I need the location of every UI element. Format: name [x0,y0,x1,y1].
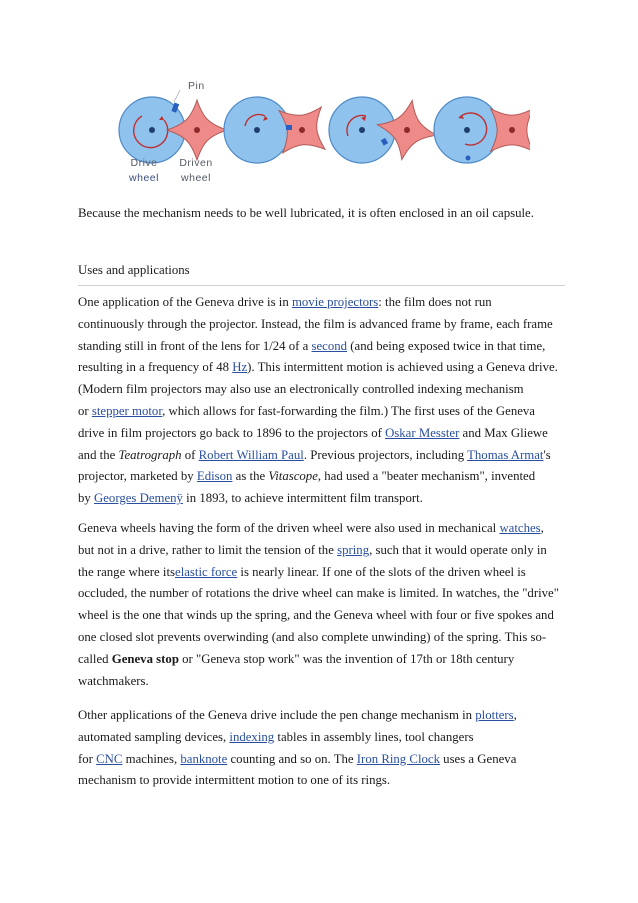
link-hz[interactable]: Hz [232,360,248,375]
text-line [78,749,568,771]
text: machines, [122,751,181,766]
text: One application of the Geneva drive is in [78,295,292,309]
text-line [78,705,568,727]
geneva-drive-figure [110,62,530,192]
text: , had used a "beater mechanism", invented [317,469,536,484]
link-cnc[interactable]: CNC [96,751,123,766]
drive-wheel-4 [434,97,500,163]
pin-2 [286,125,292,130]
link-robert-william-paul[interactable]: Robert William Paul [198,447,304,462]
drive-wheel-2 [224,97,290,163]
driven-label-line1: Driven [179,157,213,169]
text-line [78,488,568,510]
text-line [78,292,568,314]
drive-wheel-label [124,156,164,186]
text: projector, marketed by [78,469,197,484]
text: , such that it would operate only in [369,542,547,557]
text: or [78,403,92,418]
text: as the [232,469,269,484]
italic-vitascope: Vitascope [268,469,318,484]
text: tables in assembly lines, tool changers [274,729,474,744]
bold-geneva-stop: Geneva stop [111,651,179,666]
text: the range where its [78,564,176,579]
text: standing still in front of the lens for 1/24 of a [78,338,312,353]
link-spring[interactable]: spring [337,542,370,557]
drive-label-line2: wheel [129,172,159,184]
text-line: watchmakers. [78,673,149,688]
text: of [181,447,199,462]
link-iron-ring-clock[interactable]: Iron Ring Clock [356,751,440,766]
link-watches[interactable]: watches [499,521,541,535]
text-line [78,357,568,379]
pin-4 [466,156,471,161]
driven-wheel-label [174,156,218,186]
text: . Previous projectors, including [303,447,468,462]
text: 's [543,447,551,462]
text: drive in film projectors go back to 1896 to the projectors of [78,425,386,440]
text: , which allows for fast-forwarding the film.) The first uses of the Geneva [162,403,535,418]
text: Geneva wheels having the form of the driven wheel were also used in mechanical [78,521,500,535]
text: in 1893, to achieve intermittent film transport. [182,491,423,506]
driven-label-line2: wheel [181,172,211,184]
geneva-drive-illustration [110,62,530,192]
text: counting and so on. The [227,751,357,766]
link-movie-projectors[interactable]: movie projectors [291,295,379,309]
text-line [78,540,568,562]
text: by [78,491,94,506]
text-line [78,727,568,749]
text: is nearly linear. If one of the slots of the driven wheel is [237,564,526,579]
text: uses a Geneva [439,751,517,766]
paragraph-watches [78,518,568,692]
link-plotters[interactable]: plotters [475,708,514,722]
text: and the [78,447,119,462]
figure-caption: Because the mechanism needs to be well lubricated, it is often enclosed in an oil capsule. [78,206,534,220]
italic-teatrograph: Teatrograph [118,447,182,462]
link-edison[interactable]: Edison [196,469,233,484]
text-line [78,649,568,671]
text: ). This intermittent motion is achieved using a Geneva drive. [247,360,558,375]
text: resulting in a frequency of 48 [78,360,233,375]
text: , [513,708,517,722]
section-heading: Uses and applications [78,263,190,277]
paragraph-other-applications [78,705,568,792]
drive-label-line1: Drive [130,157,158,169]
text: automated sampling devices, [78,729,230,744]
text-line: wheel is the one that winds up the spring, and the Geneva wheel with four or five spokes and [78,608,554,623]
text-line: (Modern film projectors may also use an electronically controlled indexing mechanism [78,382,524,397]
text-line [78,423,568,445]
link-stepper-motor[interactable]: stepper motor [91,403,163,418]
text: , [540,521,544,535]
text: (and being exposed twice in that time, [347,338,546,353]
paragraph-projectors [78,292,568,510]
link-indexing[interactable]: indexing [229,729,275,744]
text: Other applications of the Geneva drive include the pen change mechanism in [78,708,476,722]
text-line [78,401,568,423]
link-georges-demeny[interactable]: Georges Demenÿ [94,491,183,506]
link-second[interactable]: second [311,338,348,353]
pin-label: Pin [188,80,205,92]
link-banknote[interactable]: banknote [180,751,228,766]
heading-divider [78,285,565,286]
text-line [78,518,568,540]
text-line [78,336,568,358]
text-line [78,562,568,584]
text-line [78,445,568,467]
text: for [78,751,97,766]
text-line: occluded, the number of rotations the drive wheel can make is limited. In watches, the "drive" [78,586,559,601]
text-line: mechanism to provide intermittent motion to one of its rings. [78,773,391,788]
text-line: continuously through the projector. Instead, the film is advanced frame by frame, each frame [78,316,553,331]
text: called [78,651,112,666]
link-oskar-messter[interactable]: Oskar Messter [385,425,460,440]
text-line: one closed slot prevents overwinding (and also complete unwinding) of the spring. This so- [78,629,547,644]
link-elastic-force[interactable]: elastic force [175,564,238,579]
text: but not in a drive, rather to limit the tension of the [78,542,338,557]
text-line [78,466,568,488]
link-thomas-armat[interactable]: Thomas Armat [467,447,544,462]
text: or "Geneva stop work" was the invention of 17th or 18th century [178,651,515,666]
text: and Max Gliewe [459,425,548,440]
text: : the film does not run [378,295,492,309]
